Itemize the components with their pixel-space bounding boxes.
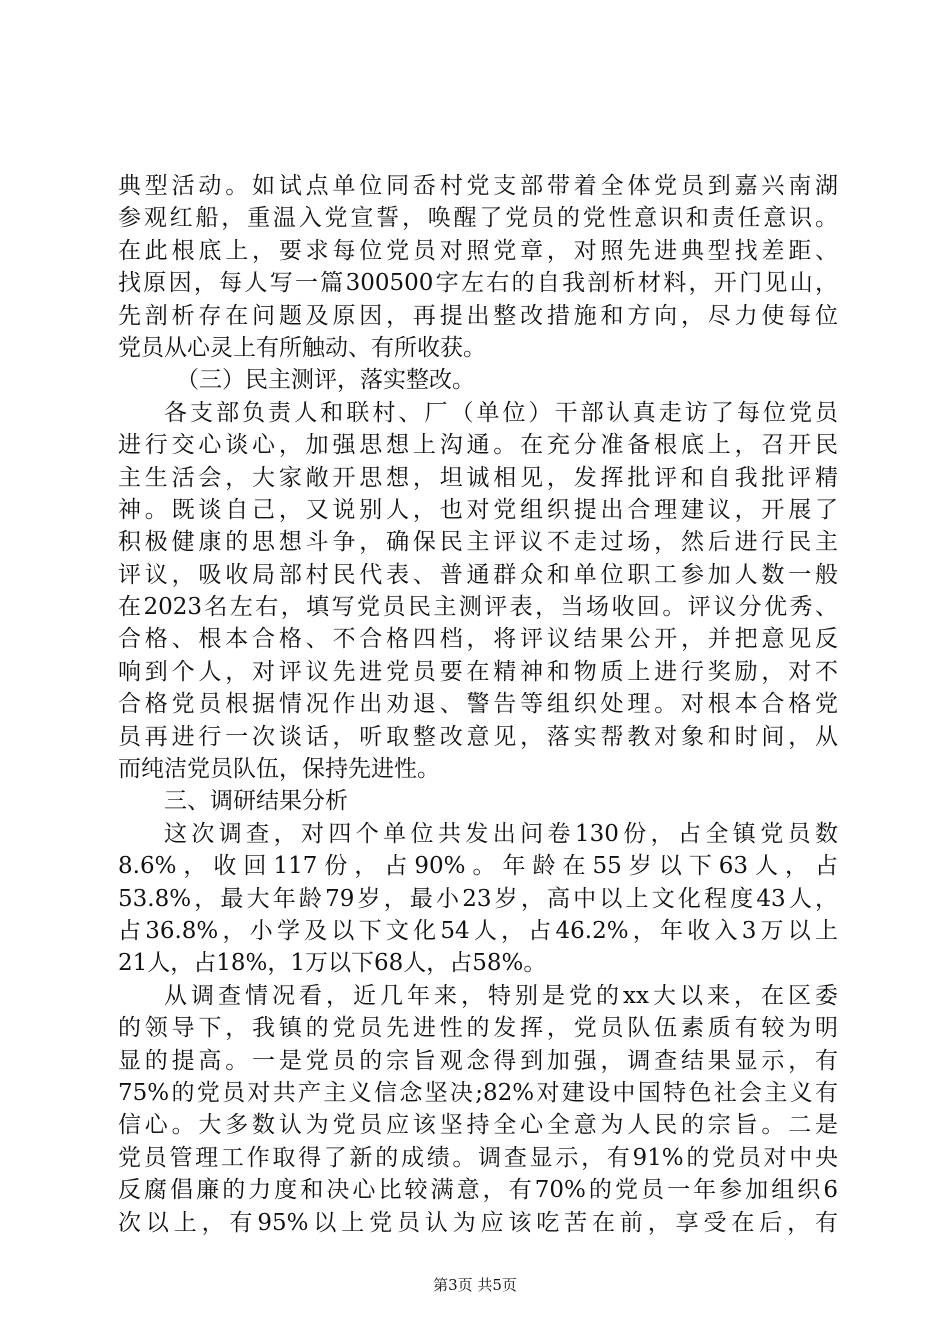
page-number-label: 第3页 共5页 [433, 1276, 517, 1294]
text-line: 次以上，有95%以上党员认为应该吃苦在前，享受在后，有 [118, 1209, 838, 1236]
text-line: 合格、根本合格、不合格四档，将评议结果公开，并把意见反 [118, 626, 838, 653]
text-line: 在此根底上，要求每位党员对照党章，对照先进典型找差距、 [118, 237, 838, 264]
text-line: 响到个人，对评议先进党员要在精神和物质上进行奖励，对不 [118, 658, 838, 685]
text-line: 合格党员根据情况作出劝退、警告等组织处理。对根本合格党 [118, 691, 838, 718]
text-line: 这次调查，对四个单位共发出问卷130份，占全镇党员数 [164, 820, 838, 847]
text-line: 53.8%，最大年龄79岁，最小23岁，高中以上文化程度43人， [118, 885, 838, 912]
text-line: 典型活动。如试点单位同岙村党支部带着全体党员到嘉兴南湖 [118, 173, 838, 199]
text-line: 积极健康的思想斗争，确保民主评议不走过场，然后进行民主 [118, 529, 838, 556]
text-line: 的领导下，我镇的党员先进性的发挥，党员队伍素质有较为明 [118, 1015, 838, 1042]
text-line: 神。既谈自己，又说别人，也对党组织提出合理建议，开展了 [118, 496, 838, 523]
document-body [118, 170, 838, 1239]
text-line: 党员管理工作取得了新的成绩。调查显示，有91%的党员对中央 [118, 1144, 838, 1171]
text-line: 从调查情况看，近几年来，特别是党的xx大以来，在区委 [164, 982, 838, 1009]
text-line: 员再进行一次谈话，听取整改意见，落实帮教对象和时间，从 [118, 723, 838, 750]
page-footer [0, 1274, 950, 1295]
text-line: 先剖析存在问题及原因，再提出整改措施和方向，尽力使每位 [118, 302, 838, 329]
text-line: 各支部负责人和联村、厂（单位）干部认真走访了每位党员 [164, 399, 838, 426]
text-line: 反腐倡廉的力度和决心比较满意，有70%的党员一年参加组织6 [118, 1177, 838, 1204]
text-line: 参观红船，重温入党宣誓，唤醒了党员的党性意识和责任意识。 [118, 205, 838, 232]
text-line: 占36.8%，小学及以下文化54人，占46.2%，年收入3万以上 [118, 917, 838, 944]
text-line: 21人，占18%，1万以下68人，占58%。 [118, 950, 547, 977]
text-line: 75%的党员对共产主义信念坚决;82%对建设中国特色社会主义有 [118, 1079, 838, 1106]
text-line: 主生活会，大家敞开思想，坦诚相见，发挥批评和自我批评精 [118, 464, 838, 491]
text-line: 评议，吸收局部村民代表、普通群众和单位职工参加人数一般 [118, 561, 838, 588]
text-line: 信心。大多数认为党员应该坚持全心全意为人民的宗旨。二是 [118, 1112, 838, 1139]
text-line: 8.6%，收回117份，占90%。年龄在55岁以下63人，占 [118, 853, 838, 880]
section-heading: 三、调研结果分析 [164, 788, 348, 815]
text-line: 党员从心灵上有所触动、有所收获。 [118, 334, 486, 361]
text-line: 在2023名左右，填写党员民主测评表，当场收回。评议分优秀、 [118, 594, 838, 621]
text-line: 找原因，每人写一篇300500字左右的自我剖析材料，开门见山， [118, 270, 838, 297]
text-line: 进行交心谈心，加强思想上沟通。在充分准备根底上，召开民 [118, 432, 838, 459]
text-line: 显的提高。一是党员的宗旨观念得到加强，调查结果显示，有 [118, 1047, 838, 1074]
section-heading: （三）民主测评，落实整改。 [176, 367, 475, 394]
text-line: 而纯洁党员队伍，保持先进性。 [118, 756, 440, 783]
